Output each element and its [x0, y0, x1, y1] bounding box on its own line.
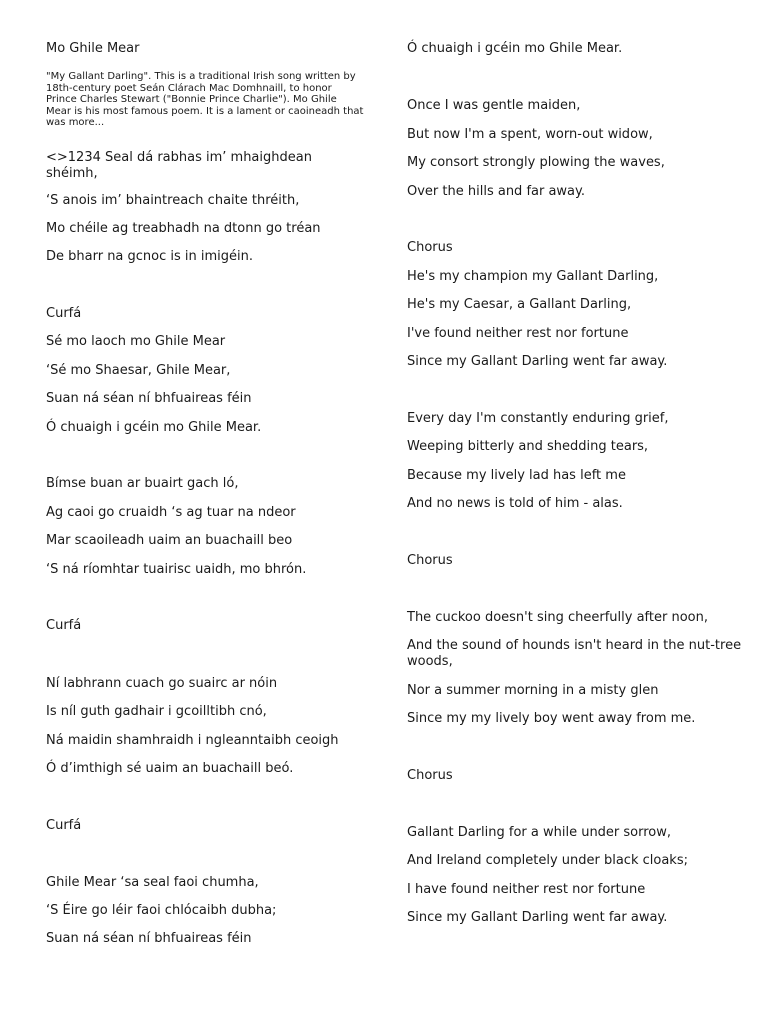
chorus-heading: Curfá [46, 818, 82, 833]
english-lyric-line: And the sound of hounds isn't heard in the nut-tree woods, [407, 638, 742, 669]
english-lyric-line: Since my Gallant Darling went far away. [407, 354, 668, 369]
english-lyric-line: Since my my lively boy went away from me. [407, 711, 696, 726]
irish-lyric-line: Ní labhrann cuach go suairc ar nóin [46, 676, 278, 691]
chorus-heading: Curfá [46, 306, 82, 321]
irish-lyric-line: Ag caoi go cruaidh ‘s ag tuar na ndeor [46, 505, 296, 520]
chorus-heading: Chorus [407, 768, 453, 783]
irish-lyric-line: Mar scaoileadh uaim an buachaill beo [46, 533, 293, 548]
irish-lyric-line: Is níl guth gadhair i gcoilltibh cnó, [46, 704, 267, 719]
chorus-heading: Curfá [46, 618, 82, 633]
chorus-heading: Chorus [407, 240, 453, 255]
english-lyric-line: I have found neither rest nor fortune [407, 882, 646, 897]
irish-lyric-line: Ná maidin shamhraidh i ngleanntaibh ceoigh [46, 733, 339, 748]
irish-lyric-line: ‘Sé mo Shaesar, Ghile Mear, [46, 363, 231, 378]
english-lyric-line: And Ireland completely under black cloaks; [407, 853, 688, 868]
english-lyric-line: Over the hills and far away. [407, 184, 585, 199]
irish-lyric-line: Ó chuaigh i gcéin mo Ghile Mear. [46, 420, 262, 435]
english-lyric-line: And no news is told of him - alas. [407, 496, 623, 511]
english-lyric-line: The cuckoo doesn't sing cheerfully after noon, [407, 610, 708, 625]
english-lyric-line: But now I'm a spent, worn-out widow, [407, 127, 653, 142]
english-lyric-line: My consort strongly plowing the waves, [407, 155, 665, 170]
english-lyric-line: Nor a summer morning in a misty glen [407, 683, 659, 698]
english-lyric-line: I've found neither rest nor fortune [407, 326, 629, 341]
english-lyric-line: He's my Caesar, a Gallant Darling, [407, 297, 632, 312]
irish-lyric-line: De bharr na gcnoc is in imigéin. [46, 249, 254, 264]
english-lyric-line: Since my Gallant Darling went far away. [407, 910, 668, 925]
english-lyric-line: Because my lively lad has left me [407, 468, 626, 483]
irish-lyric-line: ‘S ná ríomhtar tuairisc uaidh, mo bhrón. [46, 562, 307, 577]
irish-lyric-line: Suan ná séan ní bhfuaireas féin [46, 931, 252, 946]
english-lyric-line: Weeping bitterly and shedding tears, [407, 439, 649, 454]
english-lyric-line: Every day I'm constantly enduring grief, [407, 411, 669, 426]
song-description: "My Gallant Darling". This is a traditional Irish song written by 18th-century poet Seán Clárach Mac Domhnaill, to honor Prince Charles Stewart ("Bonnie Prince Charlie"). Mo Ghile Mear is his most famous poem. It is a lament or caoineadh that was more... [46, 71, 364, 129]
english-lyric-line: Once I was gentle maiden, [407, 98, 581, 113]
irish-lyric-line: ‘S Éire go léir faoi chlócaibh dubha; [46, 903, 277, 918]
irish-lyric-line: Sé mo laoch mo Ghile Mear [46, 334, 226, 349]
english-lyric-line: He's my champion my Gallant Darling, [407, 269, 659, 284]
irish-lyric-line: Bímse buan ar buairt gach ló, [46, 476, 239, 491]
irish-lyric-line: Suan ná séan ní bhfuaireas féin [46, 391, 252, 406]
irish-lyric-line: Ó d’imthigh sé uaim an buachaill beó. [46, 761, 294, 776]
song-title: Mo Ghile Mear [46, 41, 140, 56]
irish-lyric-line: ‘S anois im’ bhaintreach chaite thréith, [46, 193, 300, 208]
irish-lyric-line: <>1234 Seal dá rabhas im’ mhaighdean shéimh, [46, 150, 312, 181]
irish-lyric-line: Mo chéile ag treabhadh na dtonn go tréan [46, 221, 321, 236]
irish-lyric-line: Ghile Mear ‘sa seal faoi chumha, [46, 875, 259, 890]
chorus-heading: Chorus [407, 553, 453, 568]
irish-lyric-line: Ó chuaigh i gcéin mo Ghile Mear. [407, 41, 623, 56]
english-lyric-line: Gallant Darling for a while under sorrow, [407, 825, 672, 840]
